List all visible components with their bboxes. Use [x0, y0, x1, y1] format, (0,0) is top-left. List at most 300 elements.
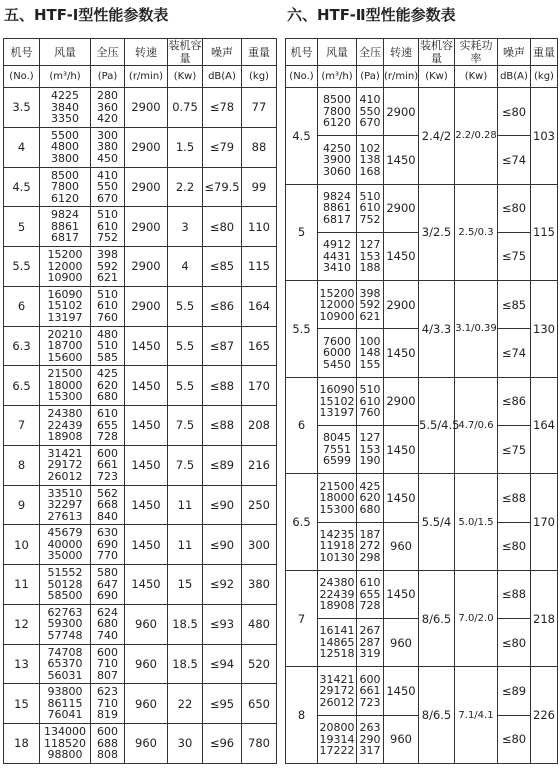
pressure-value: 272: [359, 539, 381, 553]
flow-value: 8045: [323, 431, 351, 445]
header-noise: 噪声: [498, 39, 531, 66]
cell-noise: ≤88: [498, 570, 531, 618]
flow-value: 26012: [47, 469, 83, 483]
cell-speed: 960: [384, 715, 419, 763]
flow-value: 7600: [323, 334, 351, 348]
flow-value: 3060: [323, 164, 351, 178]
cell-speed: 2900: [125, 207, 168, 247]
cell-weight: 380: [242, 565, 277, 605]
cell-power: 5.5: [168, 366, 203, 406]
cell-speed: 1450: [125, 485, 168, 525]
flow-value: 6000: [323, 346, 351, 360]
header-pressure: 全压: [91, 39, 125, 66]
cell-flow: [40, 286, 91, 326]
cell-pressure: [91, 445, 125, 485]
cell-weight: 170: [242, 366, 277, 406]
pressure-value: 610: [97, 299, 118, 313]
pressure-value: 168: [359, 164, 381, 178]
pressure-value: 380: [97, 140, 118, 154]
unit-weight: (kg): [531, 66, 558, 88]
cell-speed: 960: [125, 684, 168, 724]
flow-value: 98800: [47, 748, 83, 762]
flow-value: 32297: [47, 498, 83, 512]
cell-pressure: [91, 366, 125, 406]
flow-value: 6120: [51, 191, 79, 205]
table-row: [4, 88, 277, 128]
flow-value: 65370: [47, 657, 83, 671]
flow-value: 56031: [47, 668, 83, 682]
cell-noise: ≤88: [203, 366, 242, 406]
cell-pressure: [357, 425, 384, 473]
pressure-value: 510: [97, 287, 118, 301]
flow-value: 7551: [323, 442, 351, 456]
cell-weight: 103: [531, 88, 558, 185]
pressure-value: 410: [97, 168, 118, 182]
cell-flow: [40, 88, 91, 128]
cell-speed: 1450: [125, 366, 168, 406]
unit-actual-power: (Kw): [455, 66, 498, 88]
cell-speed: 2900: [125, 88, 168, 128]
flow-value: 86115: [47, 696, 83, 710]
pressure-value: 290: [359, 732, 381, 746]
pressure-value: 425: [97, 367, 118, 381]
flow-value: 15300: [47, 390, 83, 404]
cell-power: 22: [168, 684, 203, 724]
flow-value: 50128: [47, 577, 83, 591]
cell-flow: [318, 281, 357, 329]
flow-value: 10900: [319, 309, 355, 323]
flow-value: 15600: [47, 350, 83, 364]
flow-value: 16090: [319, 383, 355, 397]
cell-flow: [318, 88, 357, 136]
header-speed: 转速: [125, 39, 168, 66]
pressure-value: 610: [97, 407, 118, 421]
flow-value: 4912: [323, 238, 351, 252]
cell-noise: ≤94: [203, 644, 242, 684]
flow-value: 58500: [47, 589, 83, 603]
cell-actual-power: 7.0/2.0: [455, 570, 498, 667]
pressure-value: 510: [97, 339, 118, 353]
pressure-value: 592: [359, 298, 381, 312]
pressure-value: 480: [97, 327, 118, 341]
cell-power: 11: [168, 525, 203, 565]
unit-flow: (m³/h): [318, 66, 357, 88]
flow-value: 20210: [47, 327, 83, 341]
flow-value: 15300: [319, 502, 355, 516]
flow-value: 24380: [47, 407, 83, 421]
cell-power: 3/2.5: [419, 184, 455, 281]
pressure-value: 680: [359, 502, 381, 516]
flow-value: 74708: [47, 645, 83, 659]
cell-pressure: [91, 167, 125, 207]
pressure-value: 610: [359, 576, 381, 590]
cell-no: 9: [4, 485, 40, 525]
table-row: [4, 366, 277, 406]
pressure-value: 267: [359, 624, 381, 638]
flow-value: 4225: [51, 89, 79, 103]
pressure-value: 819: [97, 708, 118, 722]
cell-weight: 216: [242, 445, 277, 485]
pressure-value: 127: [359, 238, 381, 252]
table2-header-row: [286, 39, 558, 66]
cell-actual-power: 4.7/0.6: [455, 377, 498, 474]
unit-power: (Kw): [168, 66, 203, 88]
cell-pressure: [91, 88, 125, 128]
flow-value: 18700: [47, 339, 83, 353]
pressure-value: 760: [359, 406, 381, 420]
cell-noise: ≤87: [203, 326, 242, 366]
cell-power: 5.5/4: [419, 474, 455, 571]
pressure-value: 425: [359, 479, 381, 493]
cell-no: 7: [286, 570, 318, 667]
cell-speed: 1450: [384, 667, 419, 715]
pressure-value: 680: [97, 617, 118, 631]
cell-pressure: [91, 684, 125, 724]
cell-weight: 300: [242, 525, 277, 565]
cell-pressure: [91, 247, 125, 287]
cell-speed: 1450: [384, 570, 419, 618]
pressure-value: 398: [359, 286, 381, 300]
header-no: 机号: [4, 39, 40, 66]
cell-speed: 2900: [384, 377, 419, 425]
cell-power: 5.5: [168, 286, 203, 326]
cell-noise: ≤89: [498, 667, 531, 715]
flow-value: 3840: [51, 100, 79, 114]
flow-value: 21500: [47, 367, 83, 381]
table-row: [4, 247, 277, 287]
flow-value: 18000: [319, 491, 355, 505]
pressure-value: 510: [97, 208, 118, 222]
flow-value: 3410: [323, 261, 351, 275]
cell-noise: ≤90: [203, 485, 242, 525]
cell-pressure: [357, 570, 384, 618]
cell-no: 11: [4, 565, 40, 605]
cell-pressure: [357, 474, 384, 522]
cell-pressure: [357, 619, 384, 667]
cell-power: 5.5: [168, 326, 203, 366]
pressure-value: 621: [97, 271, 118, 285]
cell-speed: 2900: [384, 88, 419, 136]
table-row: [4, 207, 277, 247]
pressure-value: 710: [97, 696, 118, 710]
cell-power: 7.5: [168, 445, 203, 485]
table-row: [4, 167, 277, 207]
pressure-value: 710: [97, 657, 118, 671]
cell-weight: 520: [242, 644, 277, 684]
pressure-value: 690: [97, 537, 118, 551]
cell-power: 1.5: [168, 127, 203, 167]
cell-flow: [40, 525, 91, 565]
pressure-value: 723: [359, 695, 381, 709]
cell-pressure: [357, 136, 384, 184]
cell-no: 6.3: [4, 326, 40, 366]
cell-actual-power: 2.5/0.3: [455, 184, 498, 281]
cell-noise: ≤86: [498, 377, 531, 425]
pressure-value: 740: [97, 628, 118, 642]
flow-value: 18908: [47, 430, 83, 444]
table-row: [4, 485, 277, 525]
flow-value: 8500: [323, 93, 351, 107]
cell-noise: ≤80: [498, 184, 531, 232]
cell-flow: [40, 644, 91, 684]
flow-value: 15200: [319, 286, 355, 300]
flow-value: 10900: [47, 271, 83, 285]
flow-value: 27613: [47, 509, 83, 523]
cell-no: 12: [4, 604, 40, 644]
flow-value: 20800: [319, 721, 355, 735]
cell-weight: 165: [242, 326, 277, 366]
pressure-value: 610: [359, 394, 381, 408]
cell-pressure: [91, 207, 125, 247]
cell-speed: 1450: [125, 326, 168, 366]
flow-value: 8861: [323, 201, 351, 215]
cell-noise: ≤92: [203, 565, 242, 605]
flow-value: 3350: [51, 112, 79, 126]
flow-value: 76041: [47, 708, 83, 722]
pressure-value: 688: [97, 736, 118, 750]
pressure-value: 153: [359, 249, 381, 263]
flow-value: 14865: [319, 635, 355, 649]
cell-speed: 2900: [384, 281, 419, 329]
pressure-value: 752: [359, 212, 381, 226]
cell-no: 4.5: [286, 88, 318, 185]
header-flow: 风量: [40, 39, 91, 66]
cell-speed: 960: [125, 604, 168, 644]
flow-value: 16141: [319, 624, 355, 638]
cell-power: 8/6.5: [419, 667, 455, 764]
cell-noise: ≤74: [498, 329, 531, 377]
flow-value: 14235: [319, 527, 355, 541]
cell-flow: [318, 667, 357, 715]
flow-value: 8861: [51, 219, 79, 233]
pressure-value: 153: [359, 442, 381, 456]
cell-pressure: [357, 232, 384, 280]
cell-power: 18.5: [168, 644, 203, 684]
table-row: [286, 474, 558, 522]
pressure-value: 510: [359, 383, 381, 397]
flow-value: 29172: [319, 684, 355, 698]
cell-flow: [40, 247, 91, 287]
pressure-value: 550: [97, 180, 118, 194]
cell-pressure: [357, 184, 384, 232]
flow-value: 13197: [319, 406, 355, 420]
table-row: [4, 604, 277, 644]
table1-unit-row: [4, 66, 277, 88]
header-power: 装机容量: [420, 39, 453, 65]
pressure-value: 298: [359, 550, 381, 564]
cell-no: 8: [286, 667, 318, 764]
flow-value: 16090: [47, 287, 83, 301]
pressure-value: 600: [97, 645, 118, 659]
cell-no: 15: [4, 684, 40, 724]
table-row: [286, 377, 558, 425]
flow-value: 24380: [319, 576, 355, 590]
flow-value: 57748: [47, 628, 83, 642]
cell-flow: [40, 565, 91, 605]
cell-noise: ≤86: [203, 286, 242, 326]
cell-flow: [318, 522, 357, 570]
cell-pressure: [91, 724, 125, 764]
pressure-value: 630: [97, 526, 118, 540]
cell-speed: 1450: [125, 445, 168, 485]
cell-noise: ≤88: [498, 474, 531, 522]
header-actual-power: 实耗功率: [455, 39, 498, 66]
cell-noise: ≤80: [498, 522, 531, 570]
cell-weight: 164: [242, 286, 277, 326]
cell-noise: ≤79: [203, 127, 242, 167]
cell-noise: ≤85: [203, 247, 242, 287]
cell-pressure: [91, 565, 125, 605]
flow-value: 6817: [51, 231, 79, 245]
cell-no: 6.5: [4, 366, 40, 406]
flow-value: 6120: [323, 116, 351, 130]
pressure-value: 760: [97, 310, 118, 324]
table-row: [286, 88, 558, 136]
cell-speed: 1450: [125, 406, 168, 446]
flow-value: 15102: [319, 394, 355, 408]
cell-no: 5.5: [4, 247, 40, 287]
cell-noise: ≤79.5: [203, 167, 242, 207]
cell-pressure: [91, 127, 125, 167]
cell-flow: [40, 167, 91, 207]
table-row: [286, 281, 558, 329]
unit-power: (Kw): [419, 66, 455, 88]
cell-actual-power: 3.1/0.39: [455, 281, 498, 378]
cell-speed: 960: [125, 644, 168, 684]
pressure-value: 808: [97, 748, 118, 762]
cell-flow: [40, 207, 91, 247]
pressure-value: 100: [359, 334, 381, 348]
pressure-value: 360: [97, 100, 118, 114]
pressure-value: 690: [97, 589, 118, 603]
cell-pressure: [357, 377, 384, 425]
htf1-table: [3, 38, 277, 764]
cell-actual-power: 5.0/1.5: [455, 474, 498, 571]
cell-power: 30: [168, 724, 203, 764]
flow-value: 4431: [323, 249, 351, 263]
cell-power: 11: [168, 485, 203, 525]
unit-noise: dB(A): [203, 66, 242, 88]
cell-flow: [40, 485, 91, 525]
flow-value: 12518: [319, 647, 355, 661]
htf2-table: [285, 38, 558, 764]
cell-power: 5.5/4.5: [419, 377, 455, 474]
cell-actual-power: 2.2/0.28: [455, 88, 498, 185]
pressure-value: 770: [97, 549, 118, 563]
table-row: [286, 667, 558, 715]
table-row: [4, 644, 277, 684]
unit-no: (No.): [4, 66, 40, 88]
cell-no: 13: [4, 644, 40, 684]
cell-flow: [40, 724, 91, 764]
table1-header-row: [4, 39, 277, 66]
pressure-value: 263: [359, 721, 381, 735]
flow-value: 10130: [319, 550, 355, 564]
cell-flow: [40, 127, 91, 167]
pressure-value: 562: [97, 486, 118, 500]
flow-value: 93800: [47, 685, 83, 699]
cell-noise: ≤89: [203, 445, 242, 485]
cell-weight: 480: [242, 604, 277, 644]
cell-power: 15: [168, 565, 203, 605]
cell-noise: ≤80: [498, 715, 531, 763]
cell-noise: ≤80: [498, 88, 531, 136]
cell-weight: 115: [242, 247, 277, 287]
flow-value: 19314: [319, 732, 355, 746]
pressure-value: 670: [97, 191, 118, 205]
pressure-value: 680: [97, 390, 118, 404]
flow-value: 6817: [323, 212, 351, 226]
flow-value: 3800: [51, 151, 79, 165]
flow-value: 22439: [319, 587, 355, 601]
pressure-value: 728: [359, 599, 381, 613]
pressure-value: 190: [359, 454, 381, 468]
cell-weight: 780: [242, 724, 277, 764]
cell-flow: [40, 604, 91, 644]
flow-value: 45679: [47, 526, 83, 540]
unit-pressure: (Pa): [357, 66, 384, 88]
flow-value: 12000: [47, 259, 83, 273]
cell-noise: ≤90: [203, 525, 242, 565]
cell-flow: [318, 329, 357, 377]
flow-value: 5500: [51, 128, 79, 142]
pressure-value: 585: [97, 350, 118, 364]
pressure-value: 317: [359, 744, 381, 758]
cell-noise: ≤85: [498, 281, 531, 329]
cell-no: 10: [4, 525, 40, 565]
pressure-value: 300: [97, 128, 118, 142]
cell-flow: [318, 425, 357, 473]
pressure-value: 623: [97, 685, 118, 699]
unit-no: (No.): [286, 66, 318, 88]
unit-pressure: (Pa): [91, 66, 125, 88]
header-power: 装机容量: [168, 39, 202, 65]
pressure-value: 661: [97, 458, 118, 472]
cell-weight: 164: [531, 377, 558, 474]
flow-value: 31421: [47, 446, 83, 460]
flow-value: 40000: [47, 537, 83, 551]
cell-pressure: [357, 88, 384, 136]
cell-actual-power: 7.1/4.1: [455, 667, 498, 764]
pressure-value: 138: [359, 153, 381, 167]
table-row: [286, 184, 558, 232]
header-weight: 重量: [531, 39, 558, 66]
flow-value: 4250: [323, 141, 351, 155]
cell-pressure: [91, 485, 125, 525]
cell-weight: 650: [242, 684, 277, 724]
cell-pressure: [357, 715, 384, 763]
cell-pressure: [357, 667, 384, 715]
cell-weight: 99: [242, 167, 277, 207]
flow-value: 35000: [47, 549, 83, 563]
flow-value: 9824: [323, 189, 351, 203]
cell-noise: ≤75: [498, 232, 531, 280]
cell-flow: [40, 406, 91, 446]
cell-speed: 960: [125, 724, 168, 764]
header-weight: 重量: [242, 39, 277, 66]
pressure-value: 600: [97, 725, 118, 739]
cell-no: 18: [4, 724, 40, 764]
flow-value: 7800: [323, 104, 351, 118]
flow-value: 62763: [47, 605, 83, 619]
flow-value: 118520: [44, 736, 86, 750]
cell-power: 3: [168, 207, 203, 247]
pressure-value: 287: [359, 635, 381, 649]
table-row: [4, 406, 277, 446]
cell-power: 8/6.5: [419, 570, 455, 667]
cell-speed: 1450: [384, 232, 419, 280]
cell-power: 0.75: [168, 88, 203, 128]
